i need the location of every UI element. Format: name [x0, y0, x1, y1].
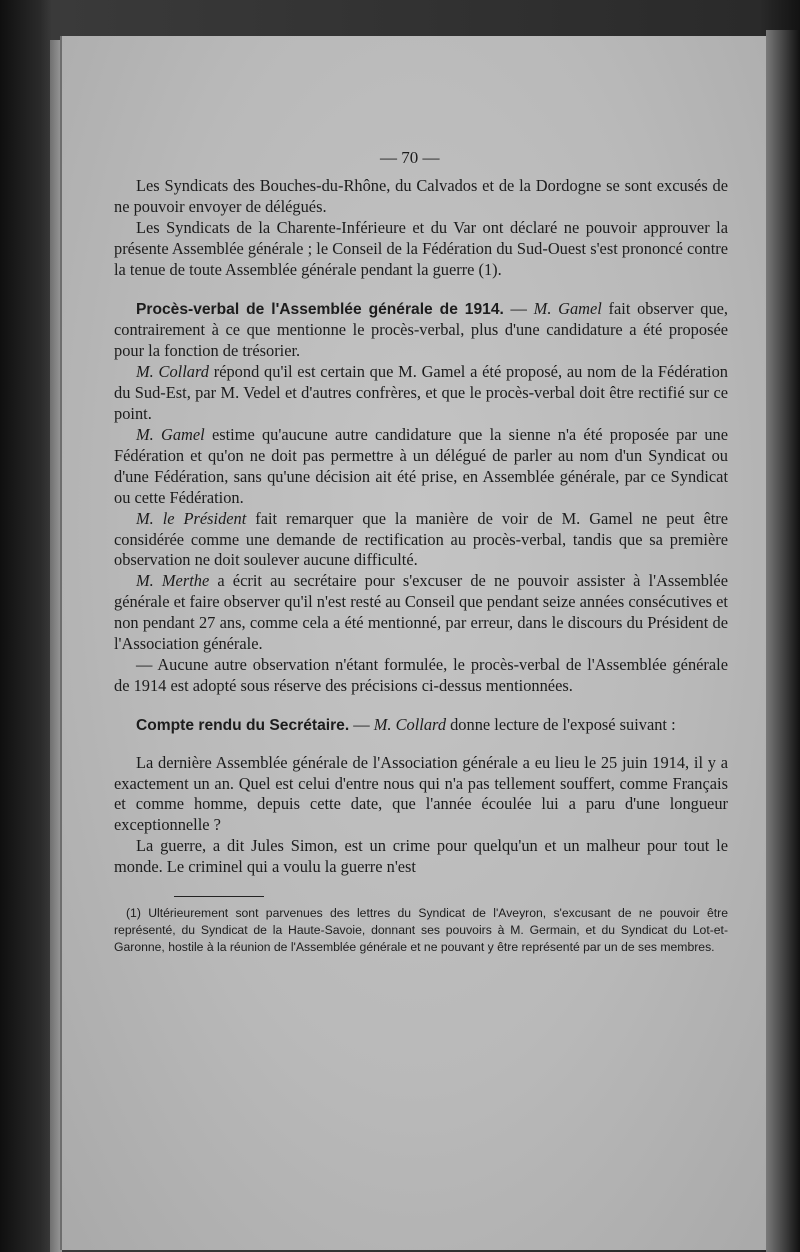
paragraph-opposing-syndicates: Les Syndicats de la Charente-Inférieure et du Var ont déclaré ne pouvoir approuver la présente Assemblée générale ; le Conseil de la Fédération du Sud-Ouest s'est prononcé contre la tenue de toute Assemblée générale pendant la guerre (1).: [114, 217, 728, 279]
speaker-collard: M. Collard: [136, 362, 209, 382]
speaker-president: M. le Président: [136, 508, 247, 528]
pv-paragraph-president: [114, 509, 728, 572]
compte-paragraph-1: La dernière Assemblée générale de l'Association générale a eu lieu le 25 juin 1914, il y a exactement un an. Quel est celui d'entre nous qui n'a pas tellement souffert, comme Français et comme homme, depuis cette date, que l'année écoulée lui a paru d'une longueur exceptionnelle ?: [114, 752, 728, 835]
page-number: — 70 —: [380, 148, 440, 167]
pv-paragraph-gamel-2: [114, 425, 728, 509]
compte-dash: —: [349, 714, 374, 734]
page-body: [114, 176, 728, 955]
pv-text-gamel-2: estime qu'aucune autre candidature que la sienne n'a été proposée par une Fédération et qu'on ne doit pas permettre à un délégué de parler au nom d'un Syndicat ou d'une Fédération, sans qu'une décision ait été prise, en Assemblée générale, par ce Syndicat ou cette Fédération.: [114, 424, 729, 507]
paragraph-excused-syndicates: Les Syndicats des Bouches-du-Rhône, du Calvados et de la Dordogne se sont excusés de ne pouvoir envoyer de délégués.: [114, 176, 728, 216]
compte-text: donne lecture de l'exposé suivant :: [446, 714, 676, 734]
pv-paragraph-collard: [114, 362, 728, 425]
speaker-gamel-2: M. Gamel: [136, 424, 205, 444]
footnote-rule: [174, 896, 264, 897]
compte-heading: Compte rendu du Secrétaire.: [136, 716, 350, 734]
page-right-edge: [766, 30, 800, 1252]
pv-paragraph-adopted: — Aucune autre observation n'étant formulée, le procès-verbal de l'Assemblée générale de 1914 est adopté sous réserve des précisions ci-dessus mentionnées.: [114, 654, 728, 695]
pv-paragraph-gamel: [114, 299, 728, 363]
pv-text-collard: répond qu'il est certain que M. Gamel a été proposé, au nom de la Fédération du Sud-Est, par M. Vedel et d'autres confrères, et que le procès-verbal doit être rectifié sur ce point.: [114, 362, 729, 424]
speaker-collard-2: M. Collard: [373, 714, 447, 734]
compte-intro: [114, 715, 728, 737]
pv-heading: Procès-verbal de l'Assemblée générale de 1914.: [136, 300, 504, 318]
pv-text-merthe: a écrit au secrétaire pour s'excuser de ne pouvoir assister à l'Assemblée générale et faire observer qu'il n'est resté au Conseil que pendant seize années consécutives et non pendant 27 ans, comme cela a été mentionné, par erreur, dans le discours du Président de l'Association générale.: [114, 571, 728, 654]
speaker-gamel: M. Gamel: [533, 298, 602, 318]
speaker-merthe: M. Merthe: [136, 571, 210, 591]
footnote: (1) Ultérieurement sont parvenues des lettres du Syndicat de l'Aveyron, s'excusant de ne pouvoir être représenté, du Syndicat de la Haute-Savoie, donnant ses pouvoirs à M. Germain, et du Syndicat du Lot-et-Garonne, hostile à la réunion de l'Assemblée générale et ne pouvant y être représenté par un de ses membres.: [114, 906, 728, 954]
pv-text-president: fait remarquer que la manière de voir de M. Gamel ne peut être considérée comme une demande de rectification au procès-verbal, tandis que sa première observation ne doit soulever aucune difficulté.: [114, 508, 729, 570]
pv-dash: —: [503, 298, 534, 318]
pv-paragraph-merthe: [114, 571, 728, 655]
compte-paragraph-2: La guerre, a dit Jules Simon, est un crime pour quelqu'un et un malheur pour tout le monde. Le criminel qui a voulu la guerre n'est: [114, 836, 728, 877]
pv-text-gamel: fait observer que, contrairement à ce que mentionne le procès-verbal, plus d'une candidature a été proposée pour la fonction de trésorier.: [114, 298, 729, 361]
